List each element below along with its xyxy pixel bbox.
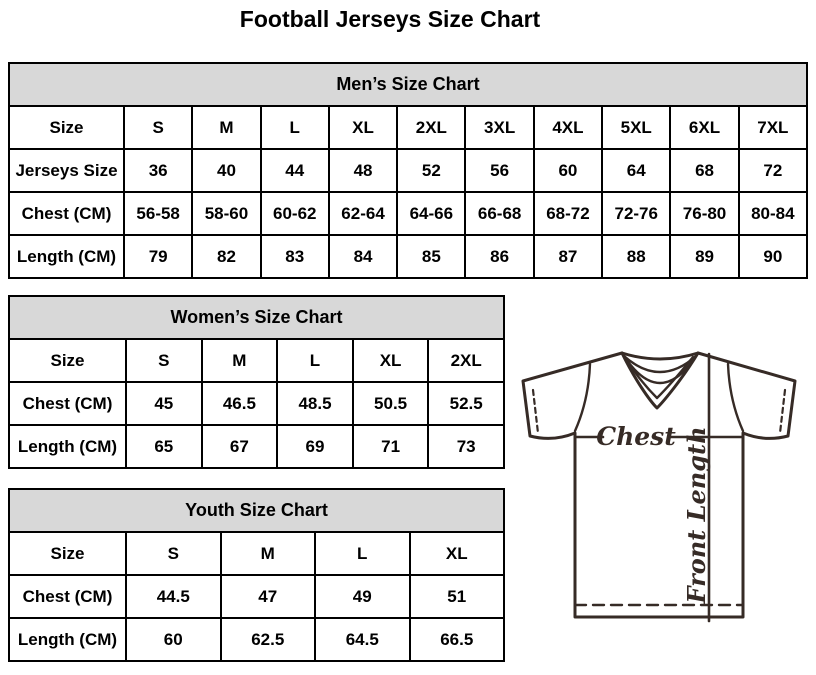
value-cell: 45 (126, 382, 202, 425)
value-cell: M (221, 532, 316, 575)
row-label-cell: Chest (CM) (9, 382, 126, 425)
youth-size-table (8, 488, 505, 662)
value-cell: 36 (124, 149, 192, 192)
front-length-label: Front Length (682, 426, 711, 604)
value-cell: L (315, 532, 410, 575)
mens-size-table (8, 62, 808, 279)
table-title: Youth Size Chart (9, 489, 504, 532)
table-title-row (9, 296, 504, 339)
value-cell: 68-72 (534, 192, 602, 235)
value-cell: 49 (315, 575, 410, 618)
value-cell: 6XL (670, 106, 738, 149)
value-cell: 89 (670, 235, 738, 278)
value-cell: XL (329, 106, 397, 149)
value-cell: 64.5 (315, 618, 410, 661)
value-cell: 56-58 (124, 192, 192, 235)
value-cell: 52 (397, 149, 465, 192)
value-cell: 68 (670, 149, 738, 192)
value-cell: 88 (602, 235, 670, 278)
row-label-cell: Chest (CM) (9, 192, 124, 235)
value-cell: 46.5 (202, 382, 278, 425)
value-cell: S (126, 339, 202, 382)
table-row (9, 532, 504, 575)
value-cell: 5XL (602, 106, 670, 149)
value-cell: 60 (126, 618, 221, 661)
value-cell: 2XL (428, 339, 504, 382)
table-row (9, 339, 504, 382)
table-row (9, 618, 504, 661)
row-label-cell: Chest (CM) (9, 575, 126, 618)
jersey-diagram-svg (513, 345, 815, 635)
right-cuff-dashed-line (780, 390, 785, 433)
row-label-cell: Size (9, 339, 126, 382)
value-cell: 66-68 (465, 192, 533, 235)
row-label-cell: Size (9, 106, 124, 149)
value-cell: 82 (192, 235, 260, 278)
table-title: Men’s Size Chart (9, 63, 807, 106)
value-cell: 67 (202, 425, 278, 468)
table-title: Women’s Size Chart (9, 296, 504, 339)
chest-label: Chest (596, 422, 676, 451)
value-cell: 72-76 (602, 192, 670, 235)
value-cell: 76-80 (670, 192, 738, 235)
value-cell: 44 (261, 149, 329, 192)
value-cell: 65 (126, 425, 202, 468)
row-label-cell: Length (CM) (9, 235, 124, 278)
row-label-cell: Size (9, 532, 126, 575)
value-cell: 47 (221, 575, 316, 618)
row-label-cell: Jerseys Size (9, 149, 124, 192)
value-cell: XL (353, 339, 429, 382)
jersey-outline (523, 353, 795, 617)
value-cell: 80-84 (739, 192, 807, 235)
left-cuff-dashed-line (533, 390, 538, 433)
value-cell: 64 (602, 149, 670, 192)
value-cell: 48 (329, 149, 397, 192)
table-row (9, 235, 807, 278)
value-cell: 60-62 (261, 192, 329, 235)
value-cell: S (126, 532, 221, 575)
table-row (9, 192, 807, 235)
value-cell: 3XL (465, 106, 533, 149)
table-title-row (9, 63, 807, 106)
value-cell: 72 (739, 149, 807, 192)
value-cell: 4XL (534, 106, 602, 149)
value-cell: 52.5 (428, 382, 504, 425)
right-armhole-seam (728, 364, 743, 431)
value-cell: 79 (124, 235, 192, 278)
value-cell: 90 (739, 235, 807, 278)
value-cell: 56 (465, 149, 533, 192)
value-cell: 62-64 (329, 192, 397, 235)
value-cell: 64-66 (397, 192, 465, 235)
value-cell: L (261, 106, 329, 149)
value-cell: 60 (534, 149, 602, 192)
value-cell: 87 (534, 235, 602, 278)
value-cell: 83 (261, 235, 329, 278)
value-cell: 84 (329, 235, 397, 278)
row-label-cell: Length (CM) (9, 618, 126, 661)
value-cell: XL (410, 532, 505, 575)
jersey-measurement-diagram (513, 345, 815, 635)
value-cell: 85 (397, 235, 465, 278)
value-cell: 40 (192, 149, 260, 192)
value-cell: 86 (465, 235, 533, 278)
left-armhole-seam (575, 364, 590, 431)
table-row (9, 382, 504, 425)
value-cell: 7XL (739, 106, 807, 149)
table-title-row (9, 489, 504, 532)
value-cell: 48.5 (277, 382, 353, 425)
table-row (9, 106, 807, 149)
value-cell: M (202, 339, 278, 382)
value-cell: 44.5 (126, 575, 221, 618)
value-cell: 66.5 (410, 618, 505, 661)
page-title: Football Jerseys Size Chart (239, 6, 541, 32)
table-row (9, 149, 807, 192)
womens-size-table (8, 295, 505, 469)
value-cell: 58-60 (192, 192, 260, 235)
table-row (9, 575, 504, 618)
value-cell: 50.5 (353, 382, 429, 425)
value-cell: 73 (428, 425, 504, 468)
value-cell: 51 (410, 575, 505, 618)
table-row (9, 425, 504, 468)
value-cell: 2XL (397, 106, 465, 149)
value-cell: M (192, 106, 260, 149)
value-cell: L (277, 339, 353, 382)
value-cell: 62.5 (221, 618, 316, 661)
value-cell: S (124, 106, 192, 149)
value-cell: 71 (353, 425, 429, 468)
value-cell: 69 (277, 425, 353, 468)
row-label-cell: Length (CM) (9, 425, 126, 468)
vneck-outer-line (622, 353, 698, 408)
